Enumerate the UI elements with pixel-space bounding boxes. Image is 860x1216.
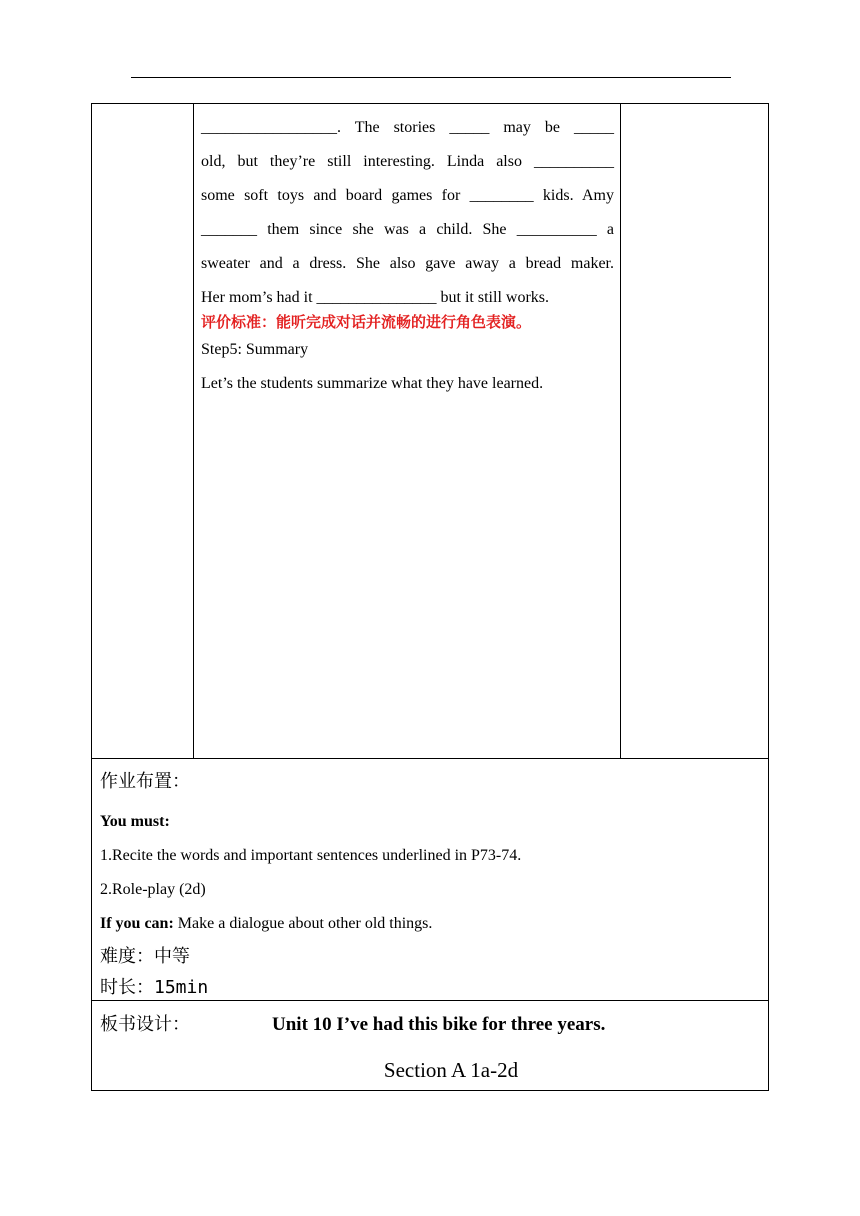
optional-homework [100, 913, 432, 935]
table-column-divider [193, 103, 194, 758]
difficulty: 难度：中等 [100, 946, 190, 967]
evaluation-criteria: 评价标准：能听完成对话并流畅的进行角色表演。 [201, 313, 532, 331]
summary-text: Let’s the students summarize what they have learned. [201, 375, 544, 392]
optional-text: Make a dialogue about other old things. [173, 915, 433, 932]
table-row-divider [91, 758, 769, 759]
header-rule [131, 77, 731, 78]
step5-heading: Step5: Summary [201, 341, 309, 358]
board-title: Unit 10 I’ve had this bike for three years. [272, 1014, 606, 1035]
passage-line: _______ them since she was a child. She __________ a [201, 221, 614, 238]
passage-line: some soft toys and board games for ________ kids. Amy [201, 187, 614, 204]
passage-line: old, but they’re still interesting. Linda also __________ [201, 153, 614, 170]
optional-label: If you can: [100, 915, 174, 932]
passage-line: sweater and a dress. She also gave away a bread maker. [201, 255, 614, 272]
board-design-label: 板书设计： [100, 1014, 190, 1035]
homework-item: 2.Role-play (2d) [100, 881, 206, 898]
passage-line: Her mom’s had it _______________ but it still works. [201, 289, 549, 306]
fill-in-passage [201, 111, 614, 315]
passage-line: _________________. The stories _____ may be _____ [201, 119, 614, 136]
must-label: You must: [100, 813, 170, 830]
duration: 时长：15min [100, 977, 209, 998]
table-column-divider [620, 103, 621, 758]
table-row-divider [91, 1000, 769, 1001]
board-subtitle: Section A 1a-2d [383, 1058, 519, 1082]
homework-item: 1.Recite the words and important sentences underlined in P73-74. [100, 847, 522, 864]
homework-title: 作业布置： [100, 771, 190, 792]
